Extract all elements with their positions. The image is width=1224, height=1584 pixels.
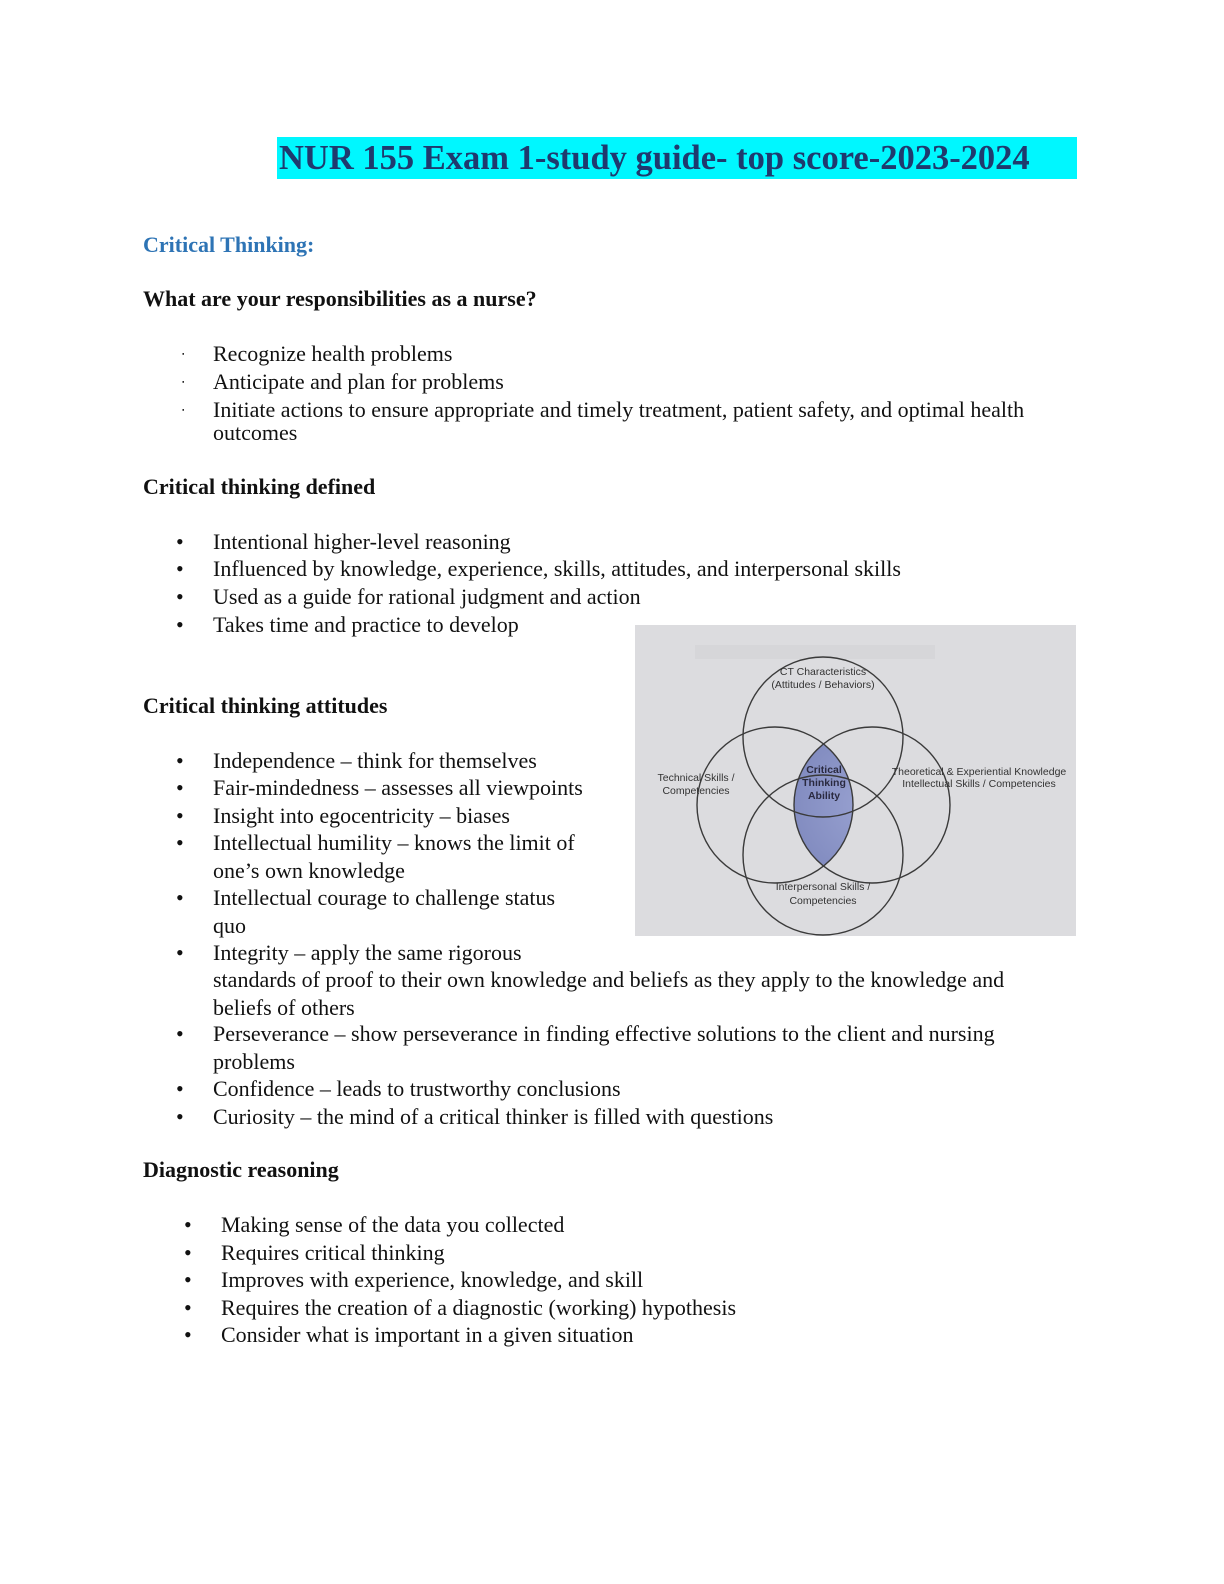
label-left-line2: Competencies: [662, 785, 730, 797]
bullet-marker: •: [176, 529, 184, 554]
label-right-line1: Theoretical & Experiential Knowledge: [891, 766, 1067, 778]
bullet-marker: •: [176, 803, 184, 828]
list-item: Takes time and practice to develop: [213, 612, 519, 637]
list-item: Independence – think for themselves: [213, 748, 537, 773]
label-center-line1: Critical: [806, 764, 842, 776]
bullet-marker: •: [176, 1021, 184, 1046]
bullet-marker: •: [184, 1295, 192, 1320]
bullet-marker: •: [176, 584, 184, 609]
bullet-marker: •: [176, 830, 184, 855]
bullet-marker: •: [184, 1212, 192, 1237]
venn-diagram: [635, 625, 1076, 936]
heading-responsibilities: What are your responsibilities as a nurse?: [143, 286, 537, 311]
bullet-marker: •: [184, 1322, 192, 1347]
list-item: Intellectual humility – knows the limit of: [213, 830, 575, 855]
list-item: Anticipate and plan for problems: [213, 369, 504, 394]
list-item: Requires critical thinking: [221, 1240, 445, 1265]
bullet-marker: •: [176, 775, 184, 800]
label-right-line2: Intellectual Skills / Competencies: [902, 778, 1056, 790]
bullet-marker: ‧: [181, 348, 186, 363]
list-item: Used as a guide for rational judgment and action: [213, 584, 641, 609]
label-top-line2: (Attitudes / Behaviors): [771, 679, 875, 691]
bullet-marker: •: [176, 612, 184, 637]
label-center-line3: Ability: [807, 790, 841, 802]
heading-critical-thinking-defined: Critical thinking defined: [143, 474, 376, 499]
bullet-marker: ‧: [181, 404, 186, 419]
label-center-line2: Thinking: [802, 777, 846, 789]
list-item-continuation: quo: [213, 913, 246, 938]
list-item: Improves with experience, knowledge, and skill: [221, 1267, 644, 1292]
bullet-marker: •: [176, 1104, 184, 1129]
bullet-marker: •: [176, 556, 184, 581]
list-item: Perseverance – show perseverance in finding effective solutions to the client and nursing: [213, 1021, 995, 1046]
bullet-marker: •: [184, 1240, 192, 1265]
list-item: Curiosity – the mind of a critical thinker is filled with questions: [213, 1104, 774, 1129]
heading-diagnostic-reasoning: Diagnostic reasoning: [143, 1157, 339, 1182]
bullet-marker: •: [176, 748, 184, 773]
list-item: Influenced by knowledge, experience, skills, attitudes, and interpersonal skills: [213, 556, 901, 581]
document-title: NUR 155 Exam 1-study guide- top score-2023-2024: [277, 137, 1077, 179]
list-item-continuation: standards of proof to their own knowledge and beliefs as they apply to the knowledge and: [213, 967, 1005, 992]
list-item: Fair-mindedness – assesses all viewpoints: [213, 775, 583, 800]
section-heading-critical-thinking: Critical Thinking:: [143, 232, 315, 257]
list-item: Intentional higher-level reasoning: [213, 529, 511, 554]
label-top-line1: CT Characteristics: [779, 666, 867, 678]
list-item: Intellectual courage to challenge status: [213, 885, 556, 910]
label-bottom-line1: Interpersonal Skills /: [775, 881, 871, 893]
list-item: Requires the creation of a diagnostic (working) hypothesis: [221, 1295, 737, 1320]
heading-critical-thinking-attitudes: Critical thinking attitudes: [143, 693, 388, 718]
bullet-marker: •: [176, 940, 184, 965]
bullet-marker: •: [176, 885, 184, 910]
bullet-marker: ‧: [181, 376, 186, 391]
list-item: Integrity – apply the same rigorous: [213, 940, 522, 965]
bullet-marker: •: [184, 1267, 192, 1292]
list-item-continuation: one’s own knowledge: [213, 858, 405, 883]
list-item: Confidence – leads to trustworthy conclusions: [213, 1076, 621, 1101]
list-item: Recognize health problems: [213, 341, 453, 366]
list-item-continuation: problems: [213, 1049, 295, 1074]
list-item-continuation: beliefs of others: [213, 995, 355, 1020]
list-item: Consider what is important in a given situation: [221, 1322, 634, 1347]
list-item: Initiate actions to ensure appropriate and timely treatment, patient safety, and optimal health outcomes: [213, 397, 1025, 445]
venn-diagram-photo: [635, 625, 1076, 936]
bullet-marker: •: [176, 1076, 184, 1101]
label-left-line1: Technical Skills /: [657, 772, 735, 784]
label-bottom-line2: Competencies: [789, 895, 857, 907]
list-item: Insight into egocentricity – biases: [213, 803, 510, 828]
list-item: Making sense of the data you collected: [221, 1212, 565, 1237]
